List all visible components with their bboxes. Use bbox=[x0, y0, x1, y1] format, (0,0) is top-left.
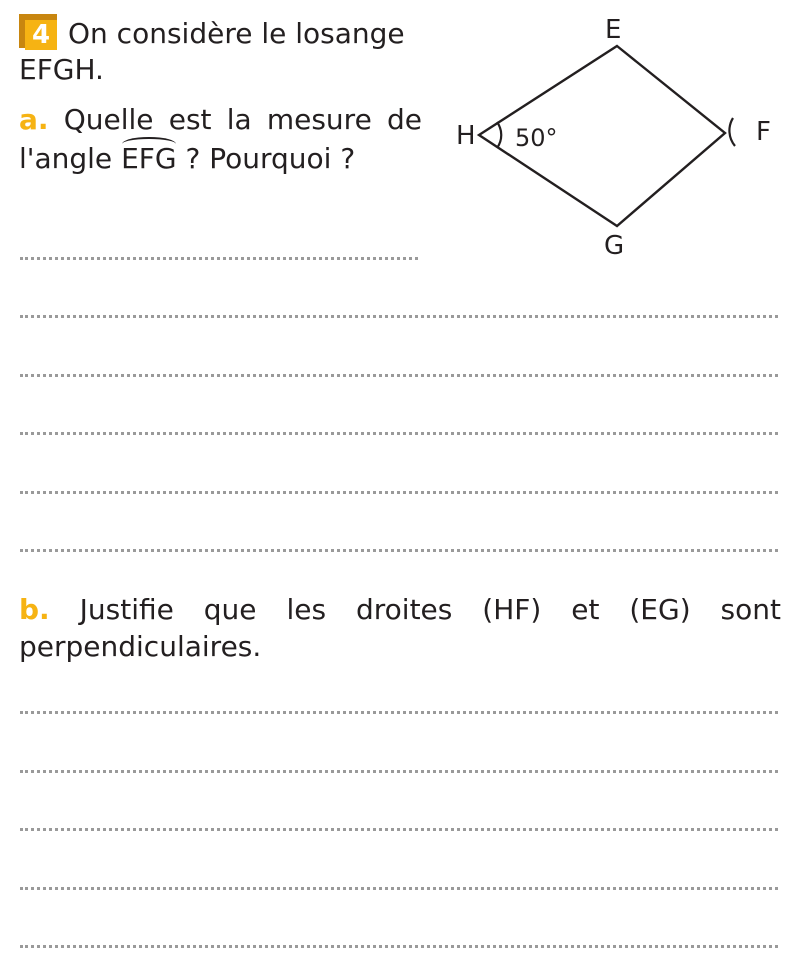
question-b-line2: perpendiculaires. bbox=[19, 630, 262, 663]
angle-h-arc bbox=[497, 122, 501, 148]
question-b-letter: b. bbox=[19, 593, 50, 626]
answer-line-a-5[interactable] bbox=[20, 491, 778, 494]
answer-line-a-2[interactable] bbox=[20, 315, 778, 318]
exercise-intro-line2: EFGH. bbox=[19, 53, 104, 86]
question-a-letter: a. bbox=[19, 103, 49, 136]
angle-f-arc bbox=[729, 118, 735, 146]
question-b-text: Justifie que les droites (HF) et (EG) sont bbox=[79, 593, 781, 626]
answer-line-b-1[interactable] bbox=[20, 711, 778, 714]
answer-line-b-4[interactable] bbox=[20, 887, 778, 890]
answer-line-a-4[interactable] bbox=[20, 432, 778, 435]
answer-line-a-3[interactable] bbox=[20, 374, 778, 377]
answer-line-a-1[interactable] bbox=[20, 257, 418, 260]
exercise-number-badge bbox=[19, 14, 57, 48]
question-a-suffix: ? Pourquoi ? bbox=[176, 142, 356, 175]
exercise-intro-line1: On considère le losange bbox=[68, 17, 405, 50]
question-a-text: Quelle est la mesure de bbox=[63, 103, 422, 136]
vertex-h-label: H bbox=[456, 121, 476, 151]
answer-line-a-6[interactable] bbox=[20, 549, 778, 552]
exercise-number: 4 bbox=[25, 20, 57, 50]
rhombus-figure bbox=[440, 0, 803, 270]
answer-line-b-5[interactable] bbox=[20, 945, 778, 948]
answer-line-b-2[interactable] bbox=[20, 770, 778, 773]
question-a-line2 bbox=[19, 140, 355, 178]
question-b-line1 bbox=[19, 590, 781, 630]
vertex-f-label: F bbox=[756, 117, 771, 147]
angle-efg: EFG bbox=[121, 140, 177, 178]
question-a-prefix: l'angle bbox=[19, 142, 122, 175]
angle-h-value: 50° bbox=[515, 124, 558, 152]
question-a-line1 bbox=[19, 100, 422, 140]
vertex-e-label: E bbox=[605, 15, 622, 45]
answer-line-b-3[interactable] bbox=[20, 828, 778, 831]
vertex-g-label: G bbox=[604, 231, 625, 261]
